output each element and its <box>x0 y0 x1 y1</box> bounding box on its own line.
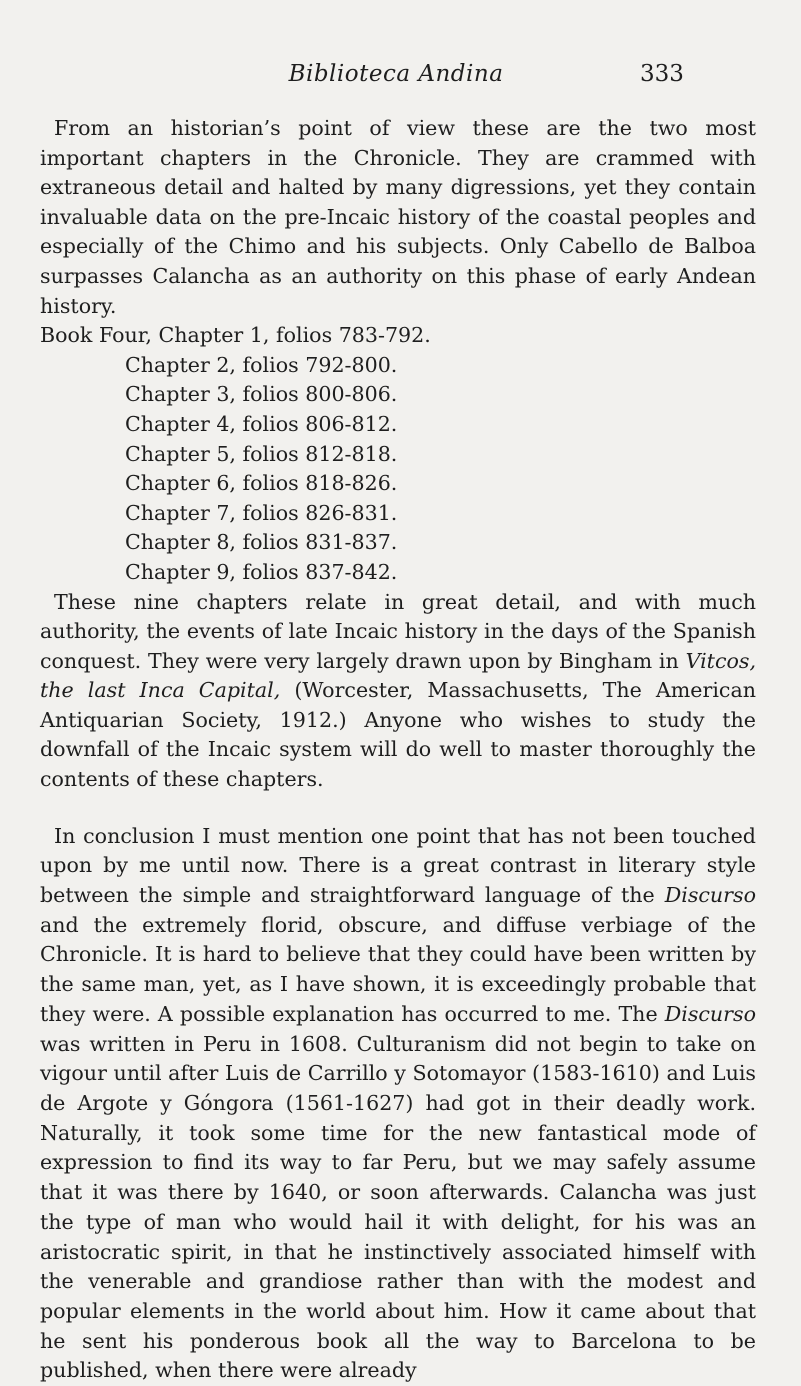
paragraph-3 <box>40 822 756 1386</box>
chapter-entry: Chapter 4, folios 806-812. <box>125 411 398 436</box>
page-number: 333 <box>640 61 684 87</box>
paragraph-3-text-c: was written in Peru in 1608. Culturanism did not begin to take on vigour until after Luis de Carrillo y Sotomayor (1583-1610) and Luis de Argote y Góngora (1561-1627) had got in their deadly work. Naturally, it took some time for the new fantastical mode of expression to find its way to far Peru, but we may safely assume that it was there by 1640, or soon afterwards. Calancha was just the type of man who would hail it with delight, for his was an aristocratic spirit, in that he instinctively associated himself with the venerable and grandiose rather than with the modest and popular elements in the world about him. How it came about that he sent his ponderous book all the way to Barcelona to be published, when there were already <box>40 1031 756 1383</box>
chapter-entry: Chapter 9, folios 837-842. <box>125 559 398 584</box>
paragraph-3-text-a: In conclusion I must mention one point that has not been touched upon by me until now. There is a great contrast in literary style between the simple and straightforward language of the <box>40 823 756 908</box>
discurso-title: Discurso <box>664 1001 756 1026</box>
paragraph-2 <box>40 588 756 795</box>
chapter-entry: Book Four, Chapter 1, folios 783-792. <box>40 323 431 348</box>
paragraph-1: From an historian’s point of view these are the two most important chapters in the Chronicle. They are crammed with extraneous detail and halted by many digressions, yet they contain invaluable data on the pre-Incaic history of the coastal peoples and especially of the Chimo and his subjects. Only Cabello de Balboa surpasses Calancha as an authority on this phase of early Andean history. <box>40 116 756 318</box>
chapter-entry: Chapter 8, folios 831-837. <box>125 530 398 555</box>
discurso-title: Discurso <box>664 883 756 908</box>
chapter-entry: Chapter 5, folios 812-818. <box>125 441 398 466</box>
paragraph-gap <box>40 795 756 822</box>
running-title: Biblioteca Andina <box>288 61 504 87</box>
chapter-entry: Chapter 7, folios 826-831. <box>125 500 398 525</box>
cited-work-title: Vitcos, the last Inca Capital, <box>40 648 756 703</box>
body-text <box>40 114 756 1386</box>
paragraph-2-text-a: These nine chapters relate in great detail, and with much authority, the events of late Incaic history in the days of the Spanish conquest. They were very largely drawn upon by Bingham in <box>40 589 756 673</box>
chapter-list <box>40 321 756 587</box>
paragraph-2-text-b: (Worcester, Massachusetts, The American Antiquarian Society, 1912.) Anyone who wishes to study the downfall of the Incaic system will do well to master thoroughly the contents of these chapters. <box>40 678 756 792</box>
chapter-entry: Chapter 2, folios 792-800. <box>125 352 398 377</box>
paragraph-3-text-b: and the extremely florid, obscure, and diffuse verbiage of the Chronicle. It is hard to believe that they could have been written by the same man, yet, as I have shown, it is exceedingly probable that they were. A possible explanation has occurred to me. The <box>40 912 756 1026</box>
chapter-entry: Chapter 3, folios 800-806. <box>125 382 398 407</box>
chapter-entry: Chapter 6, folios 818-826. <box>125 471 398 496</box>
